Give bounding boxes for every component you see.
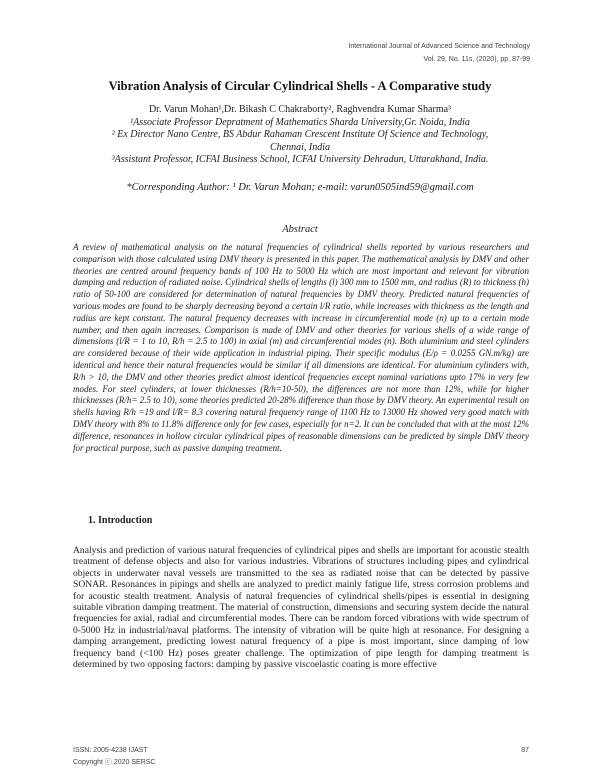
journal-volume: Vol. 29, No. 11s, (2020), pp. 87-99	[423, 56, 530, 63]
journal-name: International Journal of Advanced Science and Technology	[348, 43, 530, 50]
introduction-text: Analysis and prediction of various natural frequencies of cylindrical pipes and shells are important for acoustic stealth treatment of defense objects and also for various industries. Vibrations of structures including pipes and cylindrical objects in underwater naval vessels are transmitted to the sea as radiated noise that can be detected by passive SONAR. Resonances in pipings and shells are analyzed to predict mainly fatigue life, stress corrosion problems and for acoustic stealth treatment. Analysis of natural frequencies of cylindrical shells/pipes is essential in designing suitable vibration damping treatment. The material of construction, dimensions and securing system decide the natural frequencies for axial, radial and circumferential modes. There can be random forced vibrations with wide spectrum of 0-5000 Hz in industrial/naval platforms. The intensity of vibration will be quite high at resonance. For designing a damping arrangement, predicting lowest natural frequency of a pipe is most important, since damping of low frequency band (<100 Hz) poses greater challenge. The optimization of pipe length for damping treatment is determined by two opposing factors: damping by passive viscoelastic coating is more effective	[73, 545, 529, 671]
affiliation-3: ³Assistant Professor, ICFAI Business School, ICFAI University Dehradun, Uttarakhand, India.	[111, 154, 489, 166]
page-number: 87	[521, 747, 529, 754]
footer-issn: ISSN: 2005-4238 IJAST	[73, 747, 148, 754]
corresponding-author: *Corresponding Author: ¹ Dr. Varun Mohan; e-mail: varun0505ind59@gmail.com	[126, 182, 474, 193]
page-footer	[73, 745, 529, 769]
paper-title: Vibration Analysis of Circular Cylindrical Shells - A Comparative study	[108, 79, 492, 93]
author-block	[0, 104, 600, 167]
section-heading: 1. Introduction	[88, 515, 153, 526]
footer-copyright: Copyright ⓒ 2020 SERSC	[73, 759, 156, 766]
affiliation-2-city: Chennai, India	[270, 141, 330, 153]
abstract-text: A review of mathematical analysis on the natural frequencies of cylindrical shells reported by various researchers and comparison with those calculated using DMV theory is presented in this paper. The mathematical analysis by DMV and other theories are centred around frequency bands of 100 Hz to 5000 Hz which are most important and relevant for vibration damping and reduction of radiated noise. Cylindrical shells of lengths (l) 300 mm to 1500 mm, and radius (R) to thickness (h) ratio of 50-100 are considered for determination of natural frequencies by DMV theory. Predicted natural frequencies of various modes are found to be sharply decreasing beyond a certain l/R ratio, while increases with thickness as the length and radius are kept constant. The natural frequency decreases with increase in circumferential mode (n) up to a certain mode number, and then again increases. Comparison is made of DMV and other theories for various shells of a wide range of dimensions (l/R = 1 to 10, R/h = 2.5 to 100) in axial (m) and circumferential modes (n). Both aluminium and steel cylinders are considered because of their wide application in industrial piping. Their specific modulus (E/ρ = 0.0255 GN.m/kg) are identical and hence their natural frequencies would be similar if all dimensions are identical. For aluminium cylinders with, R/h > 10, the DMV and other theories predict almost identical frequencies except nominal variations upto 17% in very few modes. For steel cylinders, at lower thicknesses (R/h=10-50), the differences are not more than 12%, while for higher thicknesses (R/h= 2.5 to 10), some theories predicted 20-28% difference than those by DMV theory. An experimental result on shells having R/h =19 and l/R= 8.3 covering natural frequency range of 1100 Hz to 13000 Hz showed very good match with DMV theory with 8% to 11.8% difference only for few cases, especially for n=2. It can be concluded that with at the most 12% difference, resonances in hollow circular cylindrical pipes of reasonable dimensions can be predicted by simple DMV theory for practical purpose, such as passive damping treatment.	[73, 242, 529, 453]
affiliation-1: ¹Associate Professor Depratment of Mathematics Sharda University,Gr. Noida, India	[130, 116, 470, 128]
affiliation-2: ² Ex Director Nano Centre, BS Abdur Rahaman Crescent Institute Of Science and Technology,	[111, 129, 489, 141]
abstract-heading: Abstract	[282, 224, 318, 235]
author-names: Dr. Varun Mohan¹,Dr. Bikash C Chakraborty², Raghvendra Kumar Sharma³	[148, 104, 452, 115]
journal-header	[348, 40, 530, 66]
